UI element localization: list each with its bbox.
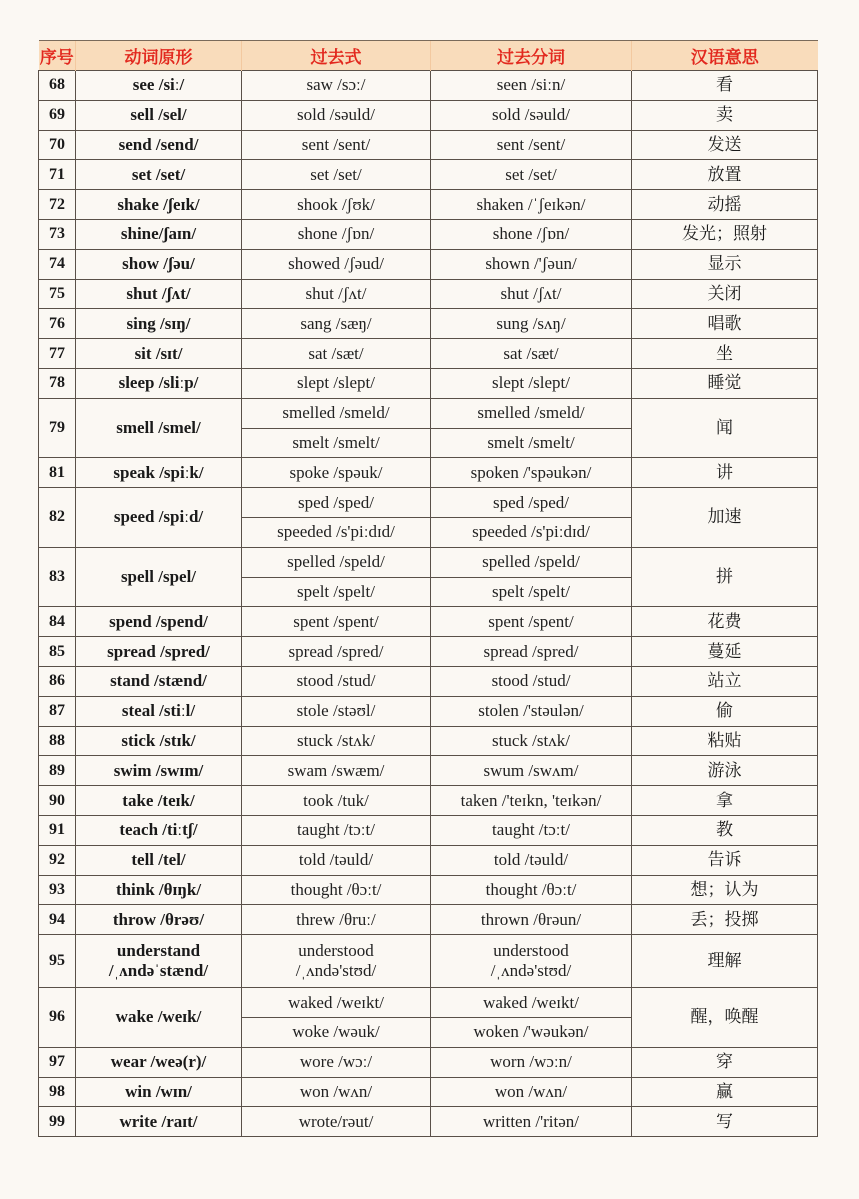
chinese-meaning-cell: 讲 bbox=[632, 458, 818, 488]
past-tense-cell: waked /weɪkt/ bbox=[242, 988, 431, 1018]
chinese-meaning-cell: 卖 bbox=[632, 100, 818, 130]
past-participle-cell: shaken /ˈʃeɪkən/ bbox=[431, 190, 632, 220]
past-tense-cell: spent /spent/ bbox=[242, 607, 431, 637]
row-number: 73 bbox=[39, 219, 76, 249]
base-form-cell: spread /spred/ bbox=[76, 637, 242, 667]
past-participle-cell: sung /sʌŋ/ bbox=[431, 309, 632, 339]
base-form-cell: show /ʃəu/ bbox=[76, 249, 242, 279]
header-base-form: 动词原形 bbox=[76, 41, 242, 71]
row-number: 89 bbox=[39, 756, 76, 786]
table-row bbox=[39, 1047, 818, 1077]
base-form-cell: shake /ʃeɪk/ bbox=[76, 190, 242, 220]
past-participle-cell: taken /'teɪkn, 'teɪkən/ bbox=[431, 786, 632, 816]
row-number: 84 bbox=[39, 607, 76, 637]
base-form-cell: tell /tel/ bbox=[76, 845, 242, 875]
chinese-meaning-cell: 唱歌 bbox=[632, 309, 818, 339]
past-participle-cell: stolen /'stəulən/ bbox=[431, 696, 632, 726]
past-participle-cell: thrown /θrəun/ bbox=[431, 905, 632, 935]
header-past-tense: 过去式 bbox=[242, 41, 431, 71]
table-row bbox=[39, 339, 818, 369]
base-form-cell bbox=[76, 935, 242, 988]
row-number: 91 bbox=[39, 815, 76, 845]
chinese-meaning-cell: 写 bbox=[632, 1107, 818, 1137]
base-form-cell: wear /weə(r)/ bbox=[76, 1047, 242, 1077]
table-row bbox=[39, 71, 818, 101]
past-participle-cell: won /wʌn/ bbox=[431, 1077, 632, 1107]
past-participle-cell: stood /stud/ bbox=[431, 666, 632, 696]
past-tense-cell: speeded /s'piːdɪd/ bbox=[242, 517, 431, 547]
base-form-cell: stick /stɪk/ bbox=[76, 726, 242, 756]
table-row bbox=[39, 696, 818, 726]
past-tense-cell: shut /ʃʌt/ bbox=[242, 279, 431, 309]
past-tense-cell: took /tuk/ bbox=[242, 786, 431, 816]
row-number: 71 bbox=[39, 160, 76, 190]
chinese-meaning-cell: 放置 bbox=[632, 160, 818, 190]
header-past-participle: 过去分词 bbox=[431, 41, 632, 71]
row-number: 99 bbox=[39, 1107, 76, 1137]
pp-line: /ˌʌndə'stʊd/ bbox=[490, 961, 572, 981]
past-tense-cell: sat /sæt/ bbox=[242, 339, 431, 369]
chinese-meaning-cell: 发送 bbox=[632, 130, 818, 160]
base-form-cell: shine/ʃaɪn/ bbox=[76, 219, 242, 249]
chinese-meaning-cell: 显示 bbox=[632, 249, 818, 279]
base-form-cell: sit /sɪt/ bbox=[76, 339, 242, 369]
table-row bbox=[39, 488, 818, 518]
row-number: 83 bbox=[39, 547, 76, 607]
base-form-cell: think /θɪŋk/ bbox=[76, 875, 242, 905]
base-form-cell: stand /stænd/ bbox=[76, 666, 242, 696]
table-row bbox=[39, 249, 818, 279]
past-participle-cell: speeded /s'piːdɪd/ bbox=[431, 517, 632, 547]
base-form-cell: sleep /sliːp/ bbox=[76, 368, 242, 398]
base-form-cell: throw /θrəʊ/ bbox=[76, 905, 242, 935]
chinese-meaning-cell: 闻 bbox=[632, 398, 818, 458]
base-form-cell: steal /stiːl/ bbox=[76, 696, 242, 726]
chinese-meaning-cell: 穿 bbox=[632, 1047, 818, 1077]
base-form-cell: send /send/ bbox=[76, 130, 242, 160]
past-tense-cell: won /wʌn/ bbox=[242, 1077, 431, 1107]
chinese-meaning-cell: 想；认为 bbox=[632, 875, 818, 905]
row-number: 94 bbox=[39, 905, 76, 935]
past-tense-cell: swam /swæm/ bbox=[242, 756, 431, 786]
chinese-meaning-cell: 拿 bbox=[632, 786, 818, 816]
row-number: 74 bbox=[39, 249, 76, 279]
row-number: 72 bbox=[39, 190, 76, 220]
table-row bbox=[39, 875, 818, 905]
past-participle-cell: told /təuld/ bbox=[431, 845, 632, 875]
past-tense-cell: stole /stəʊl/ bbox=[242, 696, 431, 726]
table-row bbox=[39, 219, 818, 249]
row-number: 97 bbox=[39, 1047, 76, 1077]
header-number: 序号 bbox=[39, 41, 76, 71]
chinese-meaning-cell: 拼 bbox=[632, 547, 818, 607]
past-participle-cell: thought /θɔːt/ bbox=[431, 875, 632, 905]
irregular-verb-table bbox=[38, 40, 818, 1137]
past-tense-cell: smelled /smeld/ bbox=[242, 398, 431, 428]
base-form-cell: win /wɪn/ bbox=[76, 1077, 242, 1107]
base-form-cell: speed /spiːd/ bbox=[76, 488, 242, 548]
row-number: 86 bbox=[39, 666, 76, 696]
row-number: 68 bbox=[39, 71, 76, 101]
past-tense-cell: told /təuld/ bbox=[242, 845, 431, 875]
base-form-cell: take /teɪk/ bbox=[76, 786, 242, 816]
table-row bbox=[39, 309, 818, 339]
table-row bbox=[39, 988, 818, 1018]
chinese-meaning-cell: 花费 bbox=[632, 607, 818, 637]
past-tense-cell: sent /sent/ bbox=[242, 130, 431, 160]
row-number: 87 bbox=[39, 696, 76, 726]
table-row bbox=[39, 458, 818, 488]
past-tense-cell bbox=[242, 935, 431, 988]
table-row bbox=[39, 607, 818, 637]
past-tense-cell: shone /ʃɒn/ bbox=[242, 219, 431, 249]
past-participle-cell: swum /swʌm/ bbox=[431, 756, 632, 786]
past-tense-cell: spread /spred/ bbox=[242, 637, 431, 667]
row-number: 81 bbox=[39, 458, 76, 488]
chinese-meaning-cell: 蔓延 bbox=[632, 637, 818, 667]
past-tense-cell: sold /səuld/ bbox=[242, 100, 431, 130]
chinese-meaning-cell: 赢 bbox=[632, 1077, 818, 1107]
base-form-cell: set /set/ bbox=[76, 160, 242, 190]
table-row bbox=[39, 100, 818, 130]
past-participle-cell: sat /sæt/ bbox=[431, 339, 632, 369]
past-tense-cell: stuck /stʌk/ bbox=[242, 726, 431, 756]
chinese-meaning-cell: 偷 bbox=[632, 696, 818, 726]
chinese-meaning-cell: 粘贴 bbox=[632, 726, 818, 756]
past-line: /ˌʌndə'stʊd/ bbox=[295, 961, 377, 981]
past-participle-cell: smelled /smeld/ bbox=[431, 398, 632, 428]
past-tense-cell: set /set/ bbox=[242, 160, 431, 190]
table-row bbox=[39, 279, 818, 309]
base-form-cell: spend /spend/ bbox=[76, 607, 242, 637]
past-participle-cell: spelled /speld/ bbox=[431, 547, 632, 577]
past-participle-cell: worn /wɔːn/ bbox=[431, 1047, 632, 1077]
table-row bbox=[39, 398, 818, 428]
past-participle-cell: set /set/ bbox=[431, 160, 632, 190]
header-chinese-meaning: 汉语意思 bbox=[632, 41, 818, 71]
table-row bbox=[39, 935, 818, 988]
chinese-meaning-cell: 醒，唤醒 bbox=[632, 988, 818, 1048]
row-number: 85 bbox=[39, 637, 76, 667]
verb-table-sheet bbox=[38, 40, 817, 1137]
base-form-line: understand bbox=[116, 941, 201, 961]
past-tense-cell: taught /tɔːt/ bbox=[242, 815, 431, 845]
past-participle-cell: stuck /stʌk/ bbox=[431, 726, 632, 756]
table-row bbox=[39, 130, 818, 160]
base-form-cell: teach /tiːtʃ/ bbox=[76, 815, 242, 845]
past-participle-cell: sold /səuld/ bbox=[431, 100, 632, 130]
past-tense-cell: wore /wɔː/ bbox=[242, 1047, 431, 1077]
past-line: understood bbox=[298, 941, 374, 961]
chinese-meaning-cell: 站立 bbox=[632, 666, 818, 696]
past-tense-cell: stood /stud/ bbox=[242, 666, 431, 696]
table-row bbox=[39, 905, 818, 935]
row-number: 90 bbox=[39, 786, 76, 816]
past-tense-cell: wrote/rəut/ bbox=[242, 1107, 431, 1137]
past-tense-cell: spoke /spəuk/ bbox=[242, 458, 431, 488]
base-form-cell: write /raɪt/ bbox=[76, 1107, 242, 1137]
table-row bbox=[39, 1107, 818, 1137]
base-form-cell: wake /weɪk/ bbox=[76, 988, 242, 1048]
past-tense-cell: smelt /smelt/ bbox=[242, 428, 431, 458]
chinese-meaning-cell: 告诉 bbox=[632, 845, 818, 875]
chinese-meaning-cell: 看 bbox=[632, 71, 818, 101]
table-row bbox=[39, 845, 818, 875]
base-form-line: /ˌʌndəˈstænd/ bbox=[108, 961, 209, 981]
row-number: 95 bbox=[39, 935, 76, 988]
table-row bbox=[39, 160, 818, 190]
table-row bbox=[39, 756, 818, 786]
table-row bbox=[39, 190, 818, 220]
base-form-cell: smell /smel/ bbox=[76, 398, 242, 458]
chinese-meaning-cell: 坐 bbox=[632, 339, 818, 369]
chinese-meaning-cell: 发光；照射 bbox=[632, 219, 818, 249]
row-number: 78 bbox=[39, 368, 76, 398]
chinese-meaning-cell: 理解 bbox=[632, 935, 818, 988]
table-row bbox=[39, 786, 818, 816]
base-form-cell: see /siː/ bbox=[76, 71, 242, 101]
base-form-cell: spell /spel/ bbox=[76, 547, 242, 607]
past-tense-cell: spelled /speld/ bbox=[242, 547, 431, 577]
chinese-meaning-cell: 关闭 bbox=[632, 279, 818, 309]
past-participle-cell: written /'ritən/ bbox=[431, 1107, 632, 1137]
past-tense-cell: sped /sped/ bbox=[242, 488, 431, 518]
base-form-cell: shut /ʃʌt/ bbox=[76, 279, 242, 309]
base-form-cell: sing /sɪŋ/ bbox=[76, 309, 242, 339]
past-participle-cell: spent /spent/ bbox=[431, 607, 632, 637]
past-tense-cell: slept /slept/ bbox=[242, 368, 431, 398]
row-number: 82 bbox=[39, 488, 76, 548]
row-number: 98 bbox=[39, 1077, 76, 1107]
row-number: 79 bbox=[39, 398, 76, 458]
row-number: 88 bbox=[39, 726, 76, 756]
chinese-meaning-cell: 动摇 bbox=[632, 190, 818, 220]
past-participle-cell: smelt /smelt/ bbox=[431, 428, 632, 458]
past-participle-cell: sped /sped/ bbox=[431, 488, 632, 518]
table-row bbox=[39, 726, 818, 756]
table-row bbox=[39, 547, 818, 577]
past-participle-cell bbox=[431, 935, 632, 988]
past-participle-cell: seen /siːn/ bbox=[431, 71, 632, 101]
past-tense-cell: threw /θruː/ bbox=[242, 905, 431, 935]
base-form-cell: swim /swɪm/ bbox=[76, 756, 242, 786]
past-tense-cell: shook /ʃʊk/ bbox=[242, 190, 431, 220]
past-participle-cell: shut /ʃʌt/ bbox=[431, 279, 632, 309]
past-participle-cell: spread /spred/ bbox=[431, 637, 632, 667]
past-participle-cell: spelt /spelt/ bbox=[431, 577, 632, 607]
row-number: 77 bbox=[39, 339, 76, 369]
table-row bbox=[39, 368, 818, 398]
row-number: 75 bbox=[39, 279, 76, 309]
row-number: 96 bbox=[39, 988, 76, 1048]
table-body bbox=[39, 71, 818, 1137]
chinese-meaning-cell: 加速 bbox=[632, 488, 818, 548]
row-number: 92 bbox=[39, 845, 76, 875]
past-tense-cell: showed /ʃəud/ bbox=[242, 249, 431, 279]
row-number: 93 bbox=[39, 875, 76, 905]
past-participle-cell: sent /sent/ bbox=[431, 130, 632, 160]
chinese-meaning-cell: 丢；投掷 bbox=[632, 905, 818, 935]
pp-line: understood bbox=[493, 941, 569, 961]
chinese-meaning-cell: 游泳 bbox=[632, 756, 818, 786]
row-number: 76 bbox=[39, 309, 76, 339]
past-participle-cell: shown /'ʃəun/ bbox=[431, 249, 632, 279]
chinese-meaning-cell: 教 bbox=[632, 815, 818, 845]
row-number: 70 bbox=[39, 130, 76, 160]
past-tense-cell: thought /θɔːt/ bbox=[242, 875, 431, 905]
past-tense-cell: saw /sɔː/ bbox=[242, 71, 431, 101]
past-participle-cell: taught /tɔːt/ bbox=[431, 815, 632, 845]
past-participle-cell: shone /ʃɒn/ bbox=[431, 219, 632, 249]
table-row bbox=[39, 815, 818, 845]
base-form-cell: speak /spiːk/ bbox=[76, 458, 242, 488]
past-participle-cell: spoken /'spəukən/ bbox=[431, 458, 632, 488]
past-tense-cell: sang /sæŋ/ bbox=[242, 309, 431, 339]
past-participle-cell: slept /slept/ bbox=[431, 368, 632, 398]
past-participle-cell: woken /'wəukən/ bbox=[431, 1017, 632, 1047]
chinese-meaning-cell: 睡觉 bbox=[632, 368, 818, 398]
past-tense-cell: woke /wəuk/ bbox=[242, 1017, 431, 1047]
base-form-cell: sell /sel/ bbox=[76, 100, 242, 130]
table-row bbox=[39, 666, 818, 696]
row-number: 69 bbox=[39, 100, 76, 130]
table-header-row bbox=[39, 41, 818, 71]
past-participle-cell: waked /weɪkt/ bbox=[431, 988, 632, 1018]
table-row bbox=[39, 1077, 818, 1107]
past-tense-cell: spelt /spelt/ bbox=[242, 577, 431, 607]
table-row bbox=[39, 637, 818, 667]
